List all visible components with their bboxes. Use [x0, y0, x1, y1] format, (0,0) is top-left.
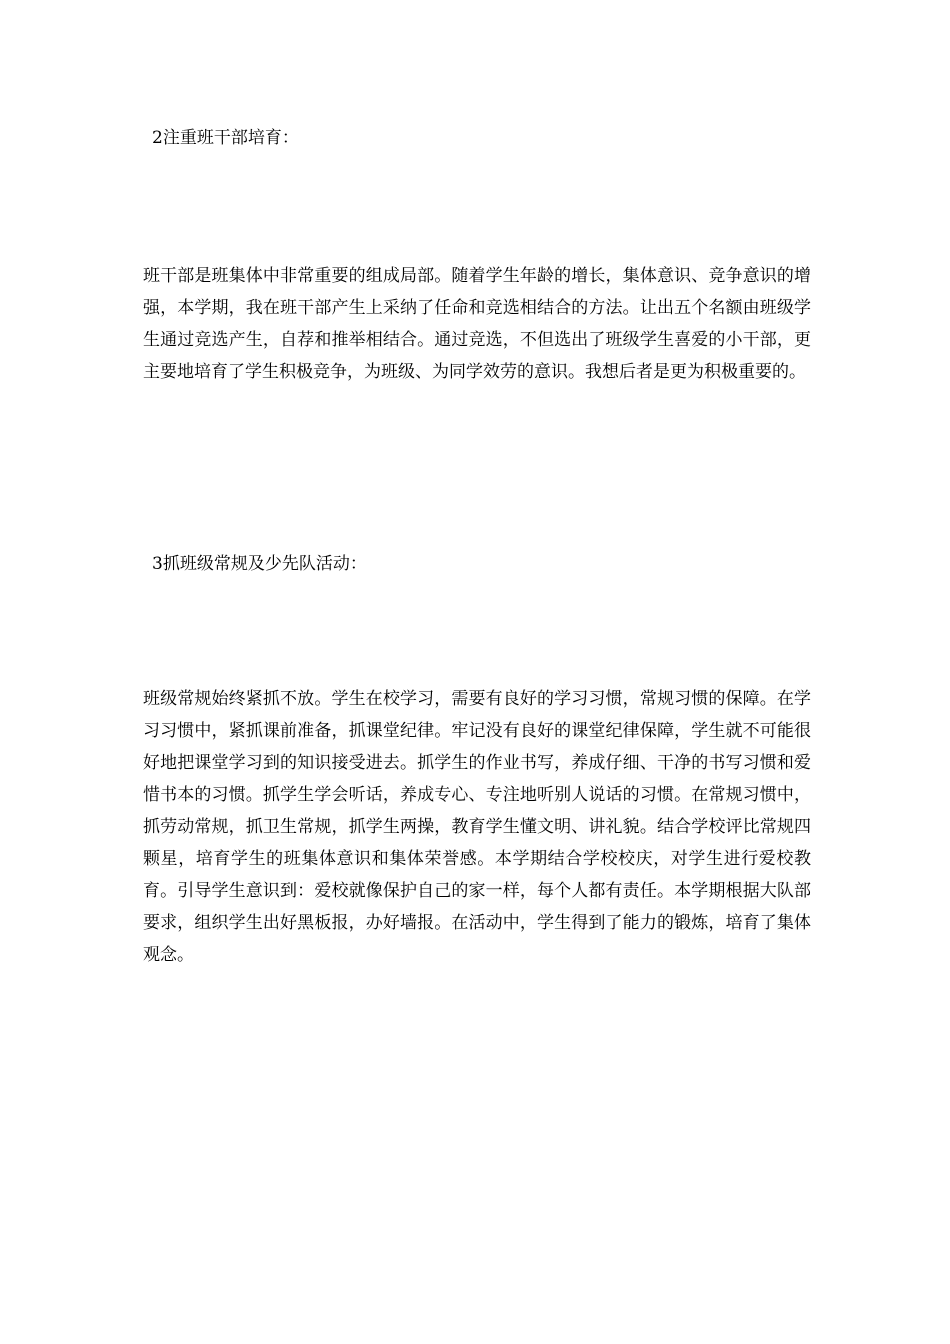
- section-heading-class-routine: 3抓班级常规及少先队活动：: [152, 554, 367, 574]
- paragraph-class-routine: 班级常规始终紧抓不放。学生在校学习，需要有良好的学习习惯，常规习惯的保障。在学习习惯中，紧抓课前准备，抓课堂纪律。牢记没有良好的课堂纪律保障，学生就不可能很好地把课堂学习到的知识接受进去。抓学生的作业书写，养成仔细、干净的书写习惯和爱惜书本的习惯。抓学生学会听话，养成专心、专注地听别人说话的习惯。在常规习惯中，抓劳动常规，抓卫生常规，抓学生两操，教育学生懂文明、讲礼貌。结合学校评比常规四颗星，培育学生的班集体意识和集体荣誉感。本学期结合学校校庆，对学生进行爱校教育。引导学生意识到：爱校就像保护自己的家一样，每个人都有责任。本学期根据大队部要求，组织学生出好黑板报，办好墙报。在活动中，学生得到了能力的锻炼，培育了集体观念。: [143, 689, 811, 965]
- paragraph-cadre-training: 班干部是班集体中非常重要的组成局部。随着学生年龄的增长，集体意识、竞争意识的增强，本学期，我在班干部产生上采纳了任命和竞选相结合的方法。让出五个名额由班级学生通过竞选产生，自荐和推举相结合。通过竞选，不但选出了班级学生喜爱的小干部，更主要地培育了学生积极竞争，为班级、为同学效劳的意识。我想后者是更为积极重要的。: [143, 266, 811, 382]
- section-heading-cadre-training: 2注重班干部培育：: [152, 128, 299, 148]
